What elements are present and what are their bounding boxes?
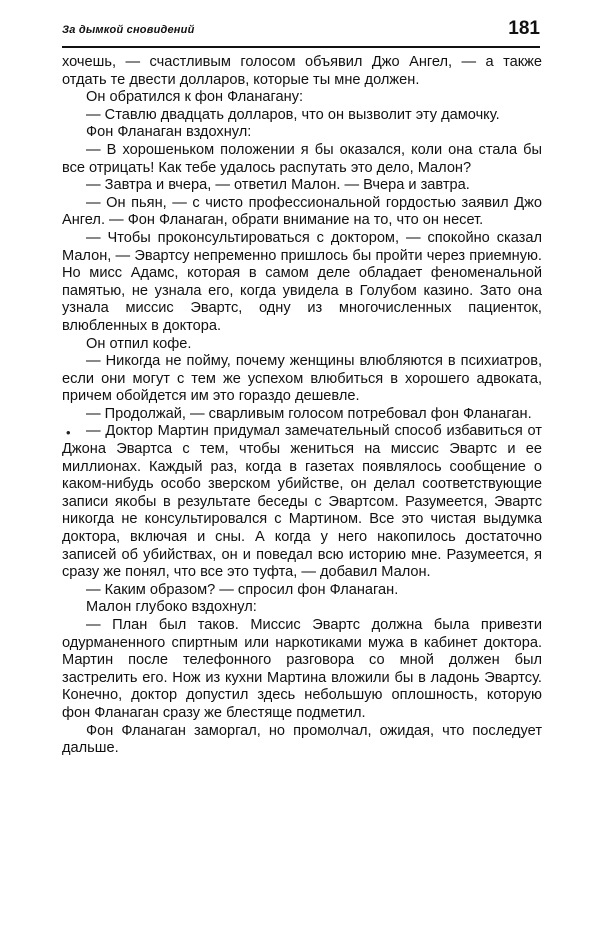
- paragraph: Он отпил кофе.: [86, 335, 192, 352]
- paragraph: Он обратился к фон Фланагану:: [86, 89, 304, 106]
- running-title: За дымкой сновидений: [62, 24, 195, 36]
- margin-mark: •: [66, 425, 71, 440]
- paragraph: — Доктор Мартин придумал замечательный способ избавиться от Джона Эвартса с тем, чтобы жениться на миссис Эвартс и ее миллионах. Каждый раз, когда в газетах появлялось сообщение о каком-нибудь особо зверском убийстве, он делал соответствующие записи якобы в результате беседы с Эвартсом. Разумеется, Эвартс никогда не консультировался с Мартином. Все это чистая выдумка доктора, включая и сны. А когда у него накопилось достаточно записей об убийствах, он и поведал всю историю мне. Разумеется, я сразу же понял, что все это туфта, — добавил Малон.: [62, 423, 542, 581]
- paragraph: — Каким образом? — спросил фон Фланаган.: [86, 581, 399, 598]
- page-number: 181: [508, 18, 540, 39]
- paragraph: хочешь, — счастливым голосом объявил Джо Ангел, — а также отдать те двести долларов, которые ты мне должен.: [62, 54, 542, 88]
- paragraph: — Никогда не пойму, почему женщины влюбляются в психиатров, если они могут с тем же успехом влюбиться в хорошего адвоката, причем обойдется им это гораздо дешевле.: [62, 353, 542, 405]
- paragraph: — Чтобы проконсультироваться с доктором, — спокойно сказал Малон, — Эвартсу непременно пришлось бы пройти через приемную. Но мисс Адамс, которая в самом деле обладает феноменальной памятью, не узнала его, когда увидела в Голубом казино. Зато она узнала миссис Эвартс, одну из многочисленных пациенток, влюбленных в доктора.: [62, 229, 542, 334]
- paragraph: — Он пьян, — с чисто профессиональной гордостью заявил Джо Ангел. — Фон Фланаган, обрати внимание на то, что он несет.: [62, 194, 542, 229]
- paragraph: Фон Фланаган заморгал, но промолчал, ожидая, что последует дальше.: [62, 722, 542, 757]
- paragraph: — Ставлю двадцать долларов, что он вызволит эту дамочку.: [86, 106, 500, 123]
- paragraph: — В хорошеньком положении я бы оказался, коли она стала бы все отрицать! Как тебе удалось распутать это дело, Малон?: [62, 141, 542, 176]
- body-text: [62, 54, 542, 758]
- page-header: [62, 20, 540, 48]
- paragraph: Фон Фланаган вздохнул:: [86, 124, 252, 141]
- paragraph: — Продолжай, — сварливым голосом потребовал фон Фланаган.: [86, 405, 532, 422]
- paragraph: Малон глубоко вздохнул:: [86, 599, 257, 616]
- paragraph: — Завтра и вчера, — ответил Малон. — Вчера и завтра.: [86, 177, 470, 194]
- paragraph: — План был таков. Миссис Эвартс должна была привезти одурманенного спиртным или наркотиками мужа в кабинет доктора. Мартин после телефонного разговора со мной должен был застрелить его. Нож из кухни Мартина вложили бы в ладонь Эвартсу. Конечно, доктор допустил здесь небольшую оплошность, которую фон Фланаган сразу же блестяще подметил.: [62, 617, 542, 721]
